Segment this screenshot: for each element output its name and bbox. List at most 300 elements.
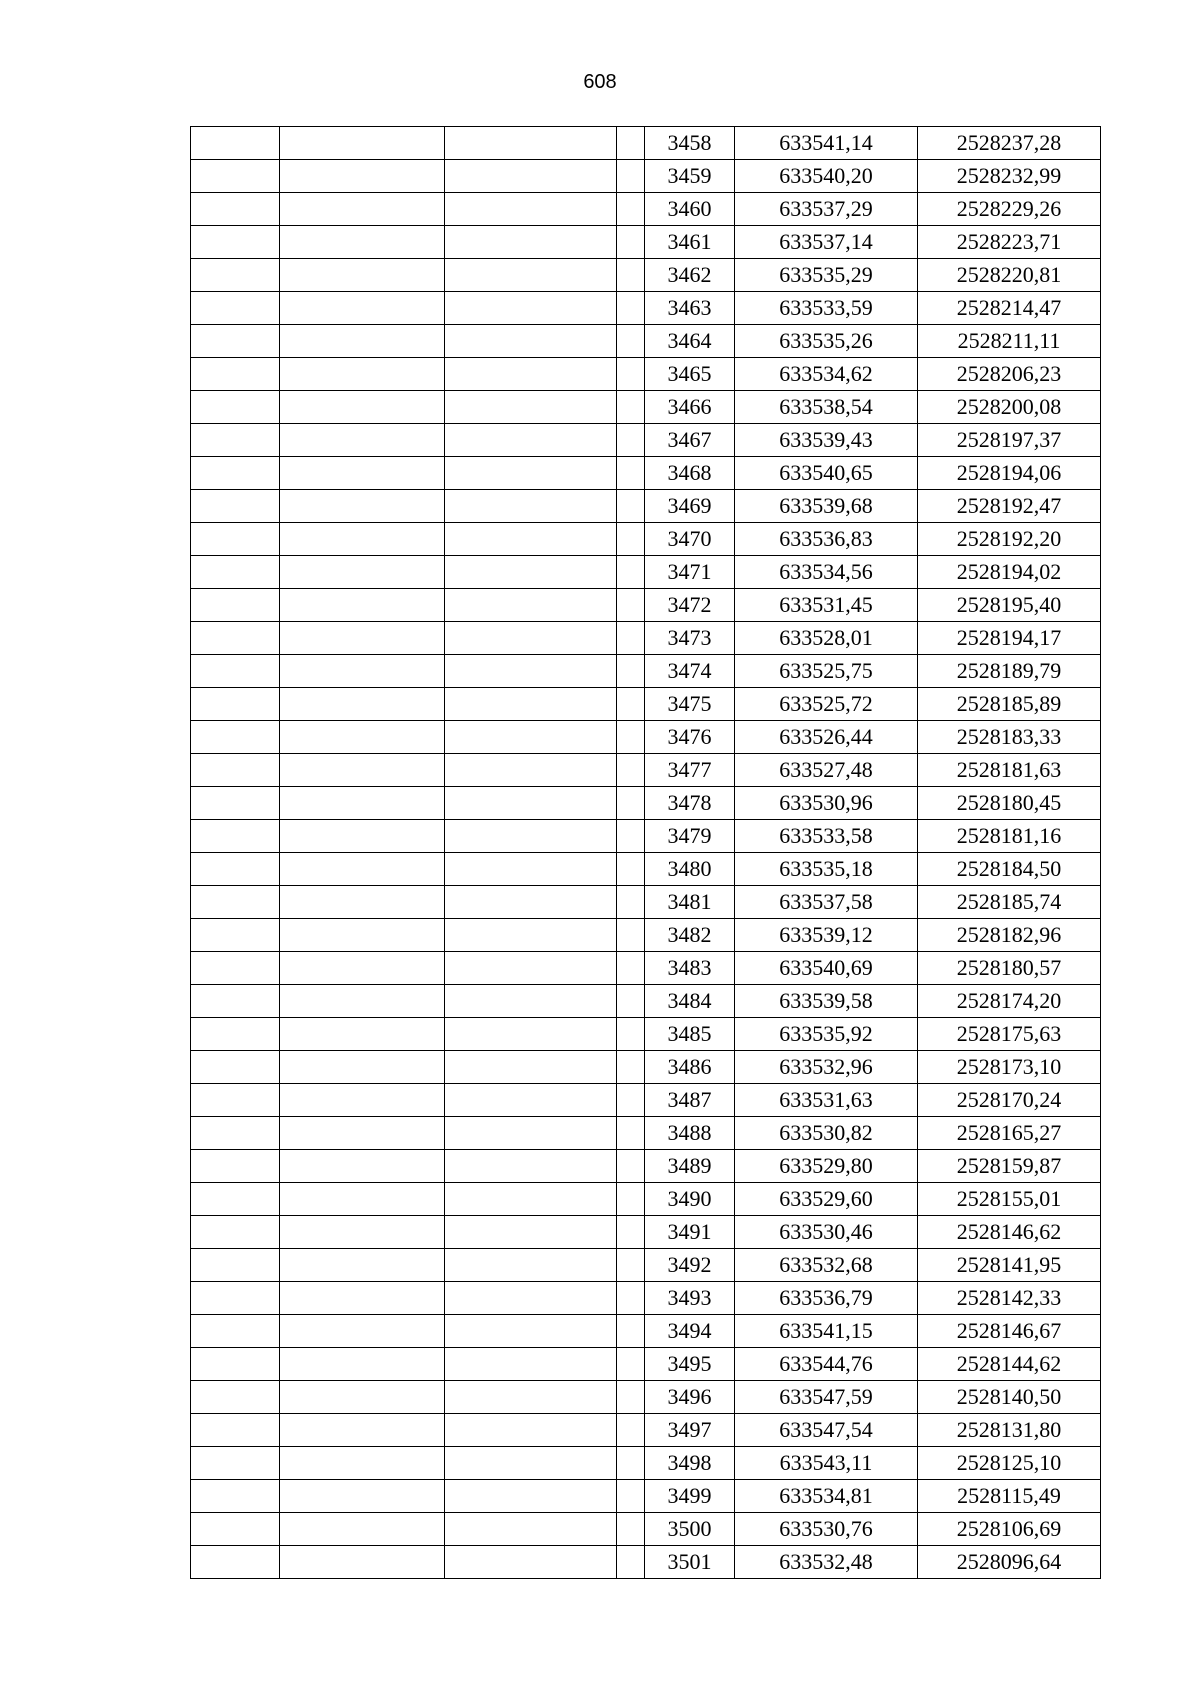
- empty-cell-1: [191, 1315, 280, 1348]
- y-coordinate-cell: 2528141,95: [918, 1249, 1101, 1282]
- empty-cell-3: [445, 886, 617, 919]
- x-coordinate-cell: 633537,14: [735, 226, 918, 259]
- y-coordinate-cell: 2528232,99: [918, 160, 1101, 193]
- point-number-cell: 3465: [645, 358, 735, 391]
- y-coordinate-cell: 2528194,02: [918, 556, 1101, 589]
- x-coordinate-cell: 633528,01: [735, 622, 918, 655]
- x-coordinate-cell: 633541,15: [735, 1315, 918, 1348]
- x-coordinate-cell: 633529,80: [735, 1150, 918, 1183]
- empty-cell-3: [445, 1117, 617, 1150]
- empty-cell-2: [280, 391, 445, 424]
- y-coordinate-cell: 2528180,57: [918, 952, 1101, 985]
- point-number-cell: 3485: [645, 1018, 735, 1051]
- empty-cell-1: [191, 1480, 280, 1513]
- empty-cell-4: [617, 1282, 645, 1315]
- point-number-cell: 3470: [645, 523, 735, 556]
- empty-cell-2: [280, 721, 445, 754]
- table-row: [191, 886, 1101, 919]
- y-coordinate-cell: 2528181,63: [918, 754, 1101, 787]
- x-coordinate-cell: 633539,12: [735, 919, 918, 952]
- x-coordinate-cell: 633535,29: [735, 259, 918, 292]
- point-number-cell: 3486: [645, 1051, 735, 1084]
- y-coordinate-cell: 2528096,64: [918, 1546, 1101, 1579]
- table-row: [191, 1282, 1101, 1315]
- empty-cell-1: [191, 589, 280, 622]
- empty-cell-4: [617, 1183, 645, 1216]
- x-coordinate-cell: 633530,46: [735, 1216, 918, 1249]
- y-coordinate-cell: 2528170,24: [918, 1084, 1101, 1117]
- empty-cell-2: [280, 1150, 445, 1183]
- empty-cell-1: [191, 1216, 280, 1249]
- empty-cell-2: [280, 1282, 445, 1315]
- x-coordinate-cell: 633539,58: [735, 985, 918, 1018]
- x-coordinate-cell: 633529,60: [735, 1183, 918, 1216]
- empty-cell-1: [191, 127, 280, 160]
- x-coordinate-cell: 633536,83: [735, 523, 918, 556]
- table-row: [191, 292, 1101, 325]
- point-number-cell: 3464: [645, 325, 735, 358]
- empty-cell-4: [617, 1414, 645, 1447]
- table-row: [191, 127, 1101, 160]
- empty-cell-1: [191, 1018, 280, 1051]
- y-coordinate-cell: 2528131,80: [918, 1414, 1101, 1447]
- x-coordinate-cell: 633544,76: [735, 1348, 918, 1381]
- empty-cell-3: [445, 1513, 617, 1546]
- empty-cell-2: [280, 1183, 445, 1216]
- empty-cell-4: [617, 160, 645, 193]
- y-coordinate-cell: 2528106,69: [918, 1513, 1101, 1546]
- table-row: [191, 490, 1101, 523]
- empty-cell-4: [617, 1018, 645, 1051]
- x-coordinate-cell: 633540,65: [735, 457, 918, 490]
- point-number-cell: 3489: [645, 1150, 735, 1183]
- empty-cell-4: [617, 457, 645, 490]
- empty-cell-4: [617, 1051, 645, 1084]
- empty-cell-4: [617, 1084, 645, 1117]
- table-row: [191, 457, 1101, 490]
- empty-cell-3: [445, 292, 617, 325]
- empty-cell-4: [617, 688, 645, 721]
- empty-cell-1: [191, 556, 280, 589]
- table-row: [191, 391, 1101, 424]
- empty-cell-3: [445, 985, 617, 1018]
- table-row: [191, 1018, 1101, 1051]
- y-coordinate-cell: 2528173,10: [918, 1051, 1101, 1084]
- y-coordinate-cell: 2528195,40: [918, 589, 1101, 622]
- table-row: [191, 358, 1101, 391]
- empty-cell-4: [617, 358, 645, 391]
- empty-cell-2: [280, 259, 445, 292]
- empty-cell-3: [445, 787, 617, 820]
- y-coordinate-cell: 2528146,62: [918, 1216, 1101, 1249]
- empty-cell-1: [191, 1447, 280, 1480]
- table-row: [191, 556, 1101, 589]
- empty-cell-2: [280, 457, 445, 490]
- y-coordinate-cell: 2528142,33: [918, 1282, 1101, 1315]
- point-number-cell: 3475: [645, 688, 735, 721]
- empty-cell-1: [191, 1051, 280, 1084]
- empty-cell-3: [445, 490, 617, 523]
- y-coordinate-cell: 2528206,23: [918, 358, 1101, 391]
- empty-cell-3: [445, 523, 617, 556]
- point-number-cell: 3462: [645, 259, 735, 292]
- empty-cell-3: [445, 721, 617, 754]
- empty-cell-3: [445, 1018, 617, 1051]
- table-row: [191, 622, 1101, 655]
- empty-cell-3: [445, 622, 617, 655]
- table-row: [191, 193, 1101, 226]
- empty-cell-1: [191, 226, 280, 259]
- table-row: [191, 259, 1101, 292]
- empty-cell-2: [280, 919, 445, 952]
- empty-cell-4: [617, 820, 645, 853]
- y-coordinate-cell: 2528192,20: [918, 523, 1101, 556]
- empty-cell-2: [280, 358, 445, 391]
- y-coordinate-cell: 2528146,67: [918, 1315, 1101, 1348]
- empty-cell-3: [445, 226, 617, 259]
- y-coordinate-cell: 2528181,16: [918, 820, 1101, 853]
- table-row: [191, 1546, 1101, 1579]
- table-row: [191, 688, 1101, 721]
- empty-cell-3: [445, 1546, 617, 1579]
- x-coordinate-cell: 633535,26: [735, 325, 918, 358]
- point-number-cell: 3494: [645, 1315, 735, 1348]
- empty-cell-1: [191, 688, 280, 721]
- empty-cell-2: [280, 1447, 445, 1480]
- empty-cell-3: [445, 1480, 617, 1513]
- empty-cell-2: [280, 523, 445, 556]
- empty-cell-4: [617, 787, 645, 820]
- y-coordinate-cell: 2528184,50: [918, 853, 1101, 886]
- y-coordinate-cell: 2528175,63: [918, 1018, 1101, 1051]
- table-row: [191, 1084, 1101, 1117]
- empty-cell-3: [445, 1447, 617, 1480]
- y-coordinate-cell: 2528185,74: [918, 886, 1101, 919]
- empty-cell-2: [280, 226, 445, 259]
- table-row: [191, 523, 1101, 556]
- empty-cell-4: [617, 886, 645, 919]
- y-coordinate-cell: 2528200,08: [918, 391, 1101, 424]
- empty-cell-2: [280, 655, 445, 688]
- x-coordinate-cell: 633547,54: [735, 1414, 918, 1447]
- empty-cell-3: [445, 1381, 617, 1414]
- empty-cell-2: [280, 424, 445, 457]
- y-coordinate-cell: 2528159,87: [918, 1150, 1101, 1183]
- table-row: [191, 589, 1101, 622]
- empty-cell-4: [617, 1348, 645, 1381]
- y-coordinate-cell: 2528192,47: [918, 490, 1101, 523]
- empty-cell-1: [191, 457, 280, 490]
- table-row: [191, 1150, 1101, 1183]
- empty-cell-4: [617, 127, 645, 160]
- coordinates-table-body: [191, 127, 1101, 1579]
- empty-cell-4: [617, 490, 645, 523]
- empty-cell-1: [191, 292, 280, 325]
- empty-cell-2: [280, 754, 445, 787]
- x-coordinate-cell: 633541,14: [735, 127, 918, 160]
- table-row: [191, 952, 1101, 985]
- empty-cell-2: [280, 589, 445, 622]
- y-coordinate-cell: 2528189,79: [918, 655, 1101, 688]
- empty-cell-3: [445, 820, 617, 853]
- empty-cell-3: [445, 1315, 617, 1348]
- table-row: [191, 1381, 1101, 1414]
- empty-cell-3: [445, 1348, 617, 1381]
- empty-cell-2: [280, 1117, 445, 1150]
- y-coordinate-cell: 2528194,17: [918, 622, 1101, 655]
- empty-cell-1: [191, 1150, 280, 1183]
- empty-cell-3: [445, 1282, 617, 1315]
- x-coordinate-cell: 633531,63: [735, 1084, 918, 1117]
- empty-cell-3: [445, 1051, 617, 1084]
- point-number-cell: 3467: [645, 424, 735, 457]
- x-coordinate-cell: 633525,72: [735, 688, 918, 721]
- page-number: 608: [583, 71, 617, 93]
- table-row: [191, 721, 1101, 754]
- empty-cell-1: [191, 424, 280, 457]
- empty-cell-2: [280, 1513, 445, 1546]
- x-coordinate-cell: 633533,59: [735, 292, 918, 325]
- empty-cell-1: [191, 655, 280, 688]
- table-row: [191, 424, 1101, 457]
- x-coordinate-cell: 633536,79: [735, 1282, 918, 1315]
- y-coordinate-cell: 2528237,28: [918, 127, 1101, 160]
- table-row: [191, 1447, 1101, 1480]
- empty-cell-1: [191, 325, 280, 358]
- point-number-cell: 3499: [645, 1480, 735, 1513]
- empty-cell-3: [445, 160, 617, 193]
- y-coordinate-cell: 2528211,11: [918, 325, 1101, 358]
- empty-cell-3: [445, 193, 617, 226]
- empty-cell-3: [445, 1249, 617, 1282]
- empty-cell-3: [445, 127, 617, 160]
- point-number-cell: 3469: [645, 490, 735, 523]
- empty-cell-2: [280, 193, 445, 226]
- empty-cell-4: [617, 424, 645, 457]
- x-coordinate-cell: 633532,96: [735, 1051, 918, 1084]
- point-number-cell: 3488: [645, 1117, 735, 1150]
- y-coordinate-cell: 2528115,49: [918, 1480, 1101, 1513]
- empty-cell-4: [617, 655, 645, 688]
- empty-cell-1: [191, 259, 280, 292]
- empty-cell-3: [445, 457, 617, 490]
- empty-cell-4: [617, 226, 645, 259]
- empty-cell-3: [445, 1216, 617, 1249]
- empty-cell-2: [280, 1381, 445, 1414]
- empty-cell-2: [280, 886, 445, 919]
- table-row: [191, 919, 1101, 952]
- y-coordinate-cell: 2528125,10: [918, 1447, 1101, 1480]
- point-number-cell: 3460: [645, 193, 735, 226]
- table-row: [191, 985, 1101, 1018]
- point-number-cell: 3476: [645, 721, 735, 754]
- table-row: [191, 325, 1101, 358]
- empty-cell-1: [191, 1348, 280, 1381]
- empty-cell-4: [617, 985, 645, 1018]
- table-row: [191, 1513, 1101, 1546]
- empty-cell-2: [280, 853, 445, 886]
- point-number-cell: 3472: [645, 589, 735, 622]
- empty-cell-1: [191, 721, 280, 754]
- empty-cell-3: [445, 358, 617, 391]
- empty-cell-4: [617, 622, 645, 655]
- empty-cell-3: [445, 754, 617, 787]
- empty-cell-4: [617, 589, 645, 622]
- empty-cell-1: [191, 1546, 280, 1579]
- table-row: [191, 1183, 1101, 1216]
- point-number-cell: 3482: [645, 919, 735, 952]
- empty-cell-4: [617, 1480, 645, 1513]
- point-number-cell: 3498: [645, 1447, 735, 1480]
- table-row: [191, 655, 1101, 688]
- empty-cell-3: [445, 919, 617, 952]
- empty-cell-4: [617, 523, 645, 556]
- empty-cell-4: [617, 1249, 645, 1282]
- empty-cell-3: [445, 325, 617, 358]
- empty-cell-4: [617, 1447, 645, 1480]
- table-row: [191, 1051, 1101, 1084]
- empty-cell-2: [280, 160, 445, 193]
- table-row: [191, 820, 1101, 853]
- y-coordinate-cell: 2528140,50: [918, 1381, 1101, 1414]
- empty-cell-2: [280, 325, 445, 358]
- coordinates-table: [190, 126, 1101, 1579]
- empty-cell-2: [280, 1249, 445, 1282]
- point-number-cell: 3474: [645, 655, 735, 688]
- empty-cell-1: [191, 853, 280, 886]
- empty-cell-4: [617, 1117, 645, 1150]
- empty-cell-1: [191, 1414, 280, 1447]
- table-row: [191, 1216, 1101, 1249]
- empty-cell-1: [191, 1249, 280, 1282]
- table-row: [191, 1117, 1101, 1150]
- empty-cell-4: [617, 919, 645, 952]
- x-coordinate-cell: 633531,45: [735, 589, 918, 622]
- empty-cell-4: [617, 721, 645, 754]
- table-row: [191, 160, 1101, 193]
- x-coordinate-cell: 633539,43: [735, 424, 918, 457]
- point-number-cell: 3491: [645, 1216, 735, 1249]
- empty-cell-1: [191, 391, 280, 424]
- empty-cell-2: [280, 1216, 445, 1249]
- point-number-cell: 3468: [645, 457, 735, 490]
- y-coordinate-cell: 2528214,47: [918, 292, 1101, 325]
- x-coordinate-cell: 633533,58: [735, 820, 918, 853]
- y-coordinate-cell: 2528229,26: [918, 193, 1101, 226]
- empty-cell-4: [617, 1546, 645, 1579]
- empty-cell-3: [445, 1414, 617, 1447]
- point-number-cell: 3481: [645, 886, 735, 919]
- empty-cell-4: [617, 292, 645, 325]
- x-coordinate-cell: 633540,20: [735, 160, 918, 193]
- empty-cell-1: [191, 1117, 280, 1150]
- point-number-cell: 3500: [645, 1513, 735, 1546]
- point-number-cell: 3501: [645, 1546, 735, 1579]
- point-number-cell: 3479: [645, 820, 735, 853]
- empty-cell-2: [280, 1084, 445, 1117]
- x-coordinate-cell: 633534,62: [735, 358, 918, 391]
- empty-cell-1: [191, 787, 280, 820]
- empty-cell-4: [617, 1216, 645, 1249]
- x-coordinate-cell: 633537,29: [735, 193, 918, 226]
- point-number-cell: 3458: [645, 127, 735, 160]
- empty-cell-3: [445, 424, 617, 457]
- point-number-cell: 3461: [645, 226, 735, 259]
- empty-cell-2: [280, 292, 445, 325]
- y-coordinate-cell: 2528194,06: [918, 457, 1101, 490]
- point-number-cell: 3473: [645, 622, 735, 655]
- empty-cell-4: [617, 1150, 645, 1183]
- empty-cell-2: [280, 1480, 445, 1513]
- empty-cell-1: [191, 1282, 280, 1315]
- x-coordinate-cell: 633535,92: [735, 1018, 918, 1051]
- y-coordinate-cell: 2528180,45: [918, 787, 1101, 820]
- table-row: [191, 754, 1101, 787]
- empty-cell-2: [280, 556, 445, 589]
- empty-cell-2: [280, 1315, 445, 1348]
- empty-cell-1: [191, 490, 280, 523]
- empty-cell-2: [280, 490, 445, 523]
- empty-cell-3: [445, 391, 617, 424]
- empty-cell-2: [280, 1018, 445, 1051]
- empty-cell-2: [280, 622, 445, 655]
- point-number-cell: 3459: [645, 160, 735, 193]
- empty-cell-2: [280, 1546, 445, 1579]
- table-row: [191, 1249, 1101, 1282]
- empty-cell-1: [191, 1513, 280, 1546]
- point-number-cell: 3496: [645, 1381, 735, 1414]
- empty-cell-2: [280, 688, 445, 721]
- x-coordinate-cell: 633534,81: [735, 1480, 918, 1513]
- empty-cell-3: [445, 589, 617, 622]
- point-number-cell: 3484: [645, 985, 735, 1018]
- point-number-cell: 3495: [645, 1348, 735, 1381]
- empty-cell-4: [617, 391, 645, 424]
- empty-cell-3: [445, 259, 617, 292]
- empty-cell-1: [191, 820, 280, 853]
- empty-cell-1: [191, 1183, 280, 1216]
- y-coordinate-cell: 2528223,71: [918, 226, 1101, 259]
- empty-cell-1: [191, 193, 280, 226]
- table-row: [191, 1414, 1101, 1447]
- x-coordinate-cell: 633525,75: [735, 655, 918, 688]
- x-coordinate-cell: 633530,76: [735, 1513, 918, 1546]
- point-number-cell: 3471: [645, 556, 735, 589]
- table-row: [191, 1315, 1101, 1348]
- y-coordinate-cell: 2528220,81: [918, 259, 1101, 292]
- empty-cell-3: [445, 952, 617, 985]
- empty-cell-2: [280, 787, 445, 820]
- empty-cell-3: [445, 655, 617, 688]
- empty-cell-2: [280, 1051, 445, 1084]
- empty-cell-1: [191, 952, 280, 985]
- x-coordinate-cell: 633530,82: [735, 1117, 918, 1150]
- empty-cell-1: [191, 523, 280, 556]
- empty-cell-4: [617, 193, 645, 226]
- x-coordinate-cell: 633540,69: [735, 952, 918, 985]
- x-coordinate-cell: 633532,48: [735, 1546, 918, 1579]
- empty-cell-2: [280, 1414, 445, 1447]
- empty-cell-1: [191, 919, 280, 952]
- empty-cell-2: [280, 985, 445, 1018]
- x-coordinate-cell: 633532,68: [735, 1249, 918, 1282]
- y-coordinate-cell: 2528155,01: [918, 1183, 1101, 1216]
- empty-cell-1: [191, 358, 280, 391]
- x-coordinate-cell: 633530,96: [735, 787, 918, 820]
- empty-cell-3: [445, 556, 617, 589]
- empty-cell-3: [445, 1150, 617, 1183]
- point-number-cell: 3492: [645, 1249, 735, 1282]
